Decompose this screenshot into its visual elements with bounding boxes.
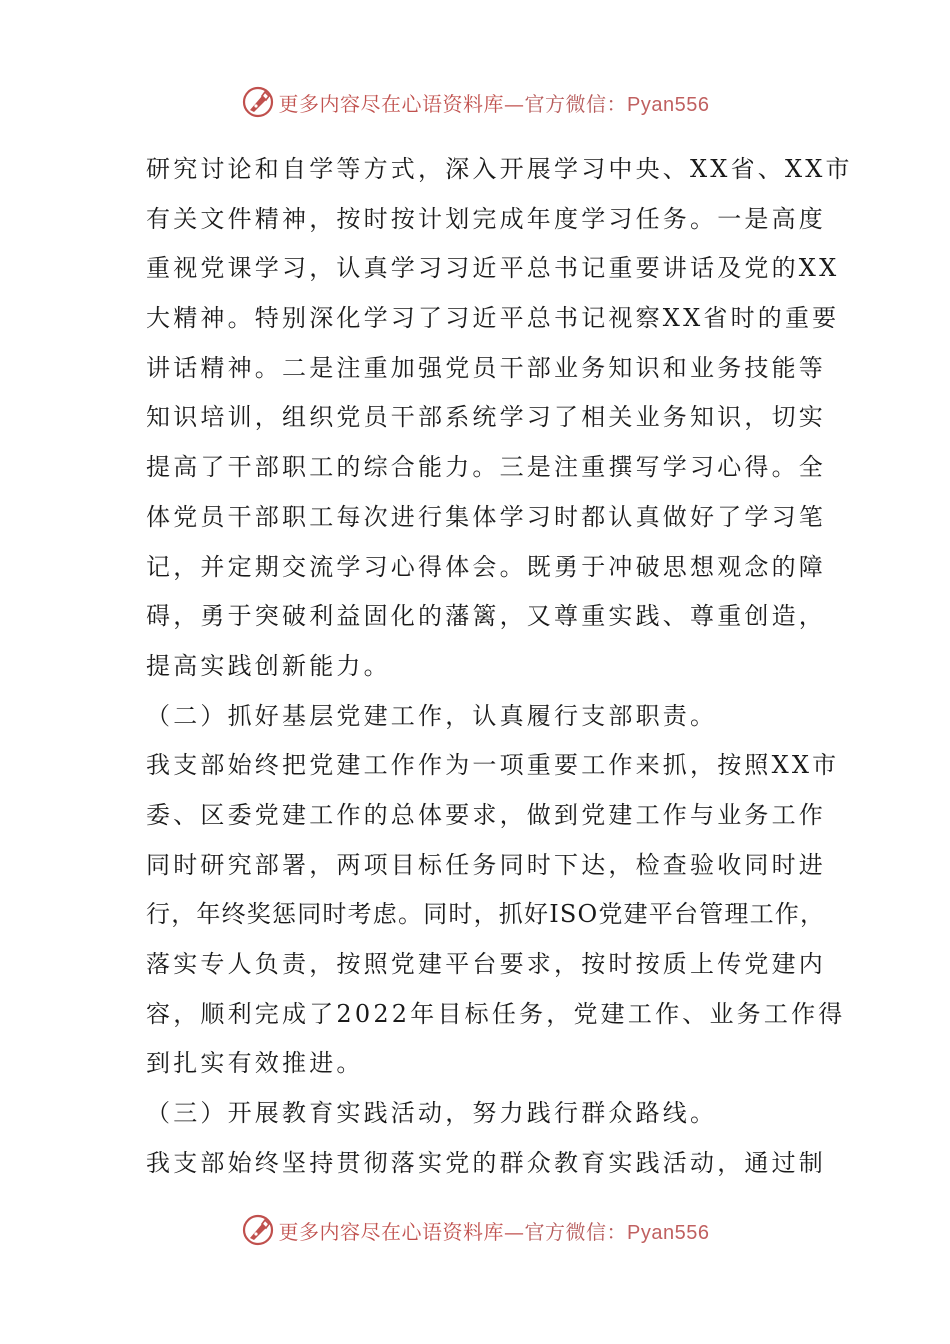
body-line: 提高实践创新能力。 (146, 651, 391, 680)
body-line: 知识培训，组织党员干部系统学习了相关业务知识，切实 (146, 403, 826, 432)
body-line: 有关文件精神，按时按计划完成年度学习任务。一是高度 (146, 204, 826, 233)
footer-banner-text: 更多内容尽在心语资料库—官方微信：Pyan556 (278, 1219, 710, 1244)
body-line: 委、区委党建工作的总体要求，做到党建工作与业务工作 (146, 800, 826, 829)
body-line: 我支部始终把党建工作作为一项重要工作来抓，按照XX市 (146, 751, 840, 780)
body-line: 落实专人负责，按照党建平台要求，按时按质上传党建内 (146, 950, 826, 978)
header-banner-text: 更多内容尽在心语资料库—官方微信：Pyan556 (278, 91, 710, 116)
body-line: 行，年终奖惩同时考虑。同时，抓好ISO党建平台管理工作， (146, 900, 826, 929)
section-heading: （三）开展教育实践活动，努力践行群众路线。 (146, 1099, 718, 1128)
body-line: 记，并定期交流学习心得体会。既勇于冲破思想观念的障 (146, 552, 826, 581)
footer-banner (0, 1210, 950, 1250)
pen-nib-circle-icon (241, 85, 275, 119)
document-body (146, 145, 853, 1188)
body-line: 碍，勇于突破利益固化的藩篱，又尊重实践、尊重创造， (146, 602, 826, 631)
body-line: 重视党课学习，认真学习习近平总书记重要讲话及党的XX (146, 254, 840, 283)
body-line: 讲话精神。二是注重加强党员干部业务知识和业务技能等 (146, 353, 826, 382)
section-heading: （二）抓好基层党建工作，认真履行支部职责。 (146, 701, 718, 730)
body-line: 提高了干部职工的综合能力。三是注重撰写学习心得。全 (146, 453, 826, 482)
body-line: 体党员干部职工每次进行集体学习时都认真做好了学习笔 (146, 502, 826, 531)
body-line: 研究讨论和自学等方式，深入开展学习中央、XX省、XX市 (146, 155, 853, 183)
body-line: 大精神。特别深化学习了习近平总书记视察XX省时的重要 (146, 304, 840, 333)
body-line: 同时研究部署，两项目标任务同时下达，检查验收同时进 (146, 850, 826, 879)
pen-nib-circle-icon (241, 1213, 275, 1247)
header-banner (0, 82, 950, 122)
body-line: 容，顺利完成了2022年目标任务，党建工作、业务工作得 (146, 999, 846, 1028)
body-line: 我支部始终坚持贯彻落实党的群众教育实践活动，通过制 (146, 1148, 826, 1177)
body-line: 到扎实有效推进。 (146, 1049, 364, 1078)
